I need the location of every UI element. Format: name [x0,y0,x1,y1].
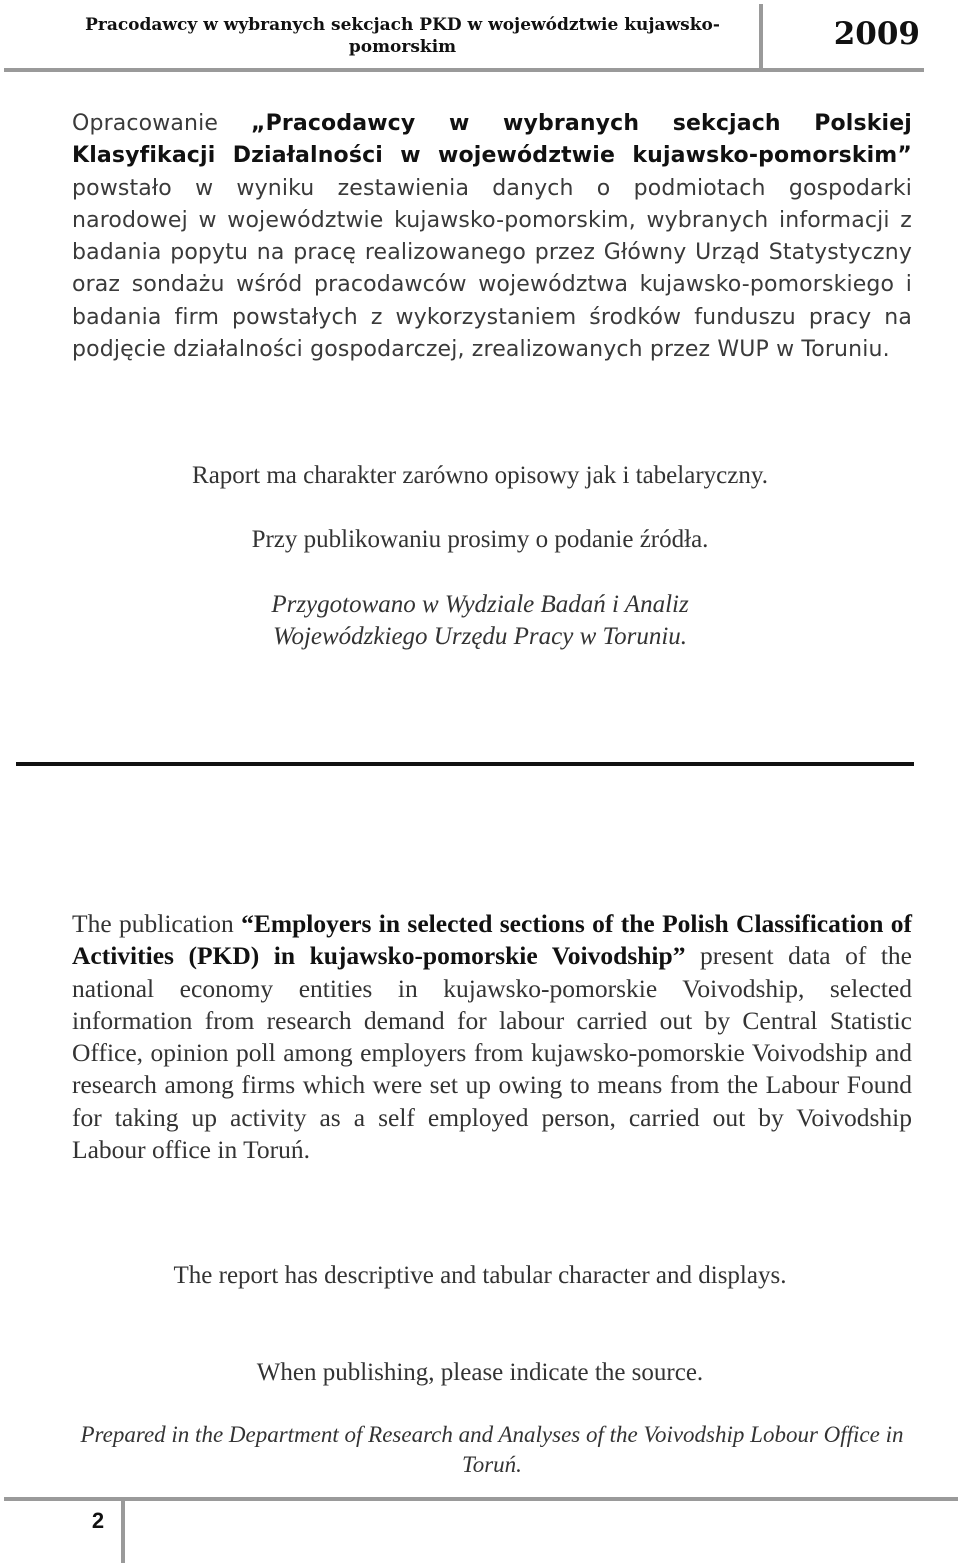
english-source-note: When publishing, please indicate the source. [256,1359,704,1386]
header-vertical-rule [759,4,763,68]
polish-prepared-line-2: Wojewódzkiego Urzędu Pracy w Toruniu. [272,623,688,650]
english-report-note: The report has descriptive and tabular character and displays. [173,1262,787,1289]
section-divider [16,762,914,766]
polish-intro-lead: Opracowanie [72,111,251,136]
polish-intro-paragraph [72,108,912,366]
polish-source-note: Przy publikowaniu prosimy o podanie źródła. [251,526,709,553]
footer-horizontal-rule [4,1497,958,1501]
polish-intro-body: powstało w wyniku zestawienia danych o podmiotach gospodarki narodowej w województwie kujawsko-pomorskim, wybranych informacji z badania popytu na pracę realizowanego przez Główny Urząd Statystyczny oraz sondażu wśród pracodawców województwa kujawsko-pomorskiego i badania firm powstałych z wykorzystaniem środków funduszu pracy na podjęcie działalności gospodarczej, zrealizowanych przez WUP w Toruniu. [72,175,912,363]
english-intro-lead: The publication [72,909,242,938]
polish-report-note: Raport ma charakter zarówno opisowy jak i tabelaryczny. [192,462,768,489]
header-horizontal-rule [4,68,924,72]
english-intro-body: present data of the national economy entities in kujawsko-pomorskie Voivodship, selected information from research demand for labour carried out by Central Statistic Office, opinion poll among employers from kujawsko-pomorskie Voivodship and research among firms which were set up owing to means from the Labour Found for taking up activity as a self employed person, carried out by Voivodship Labour office in Toruń. [72,941,912,1165]
running-header-title: Pracodawcy w wybranych sekcjach PKD w województwie kujawsko-pomorskim [85,15,720,57]
page-number: 2 [91,1508,105,1533]
english-intro-paragraph [72,908,912,1166]
polish-publication-title: „Pracodawcy w wybranych sekcjach Polskiej Klasyfikacji Działalności w województwie kujawsko-pomorskim” [72,111,912,169]
english-publication-title: “Employers in selected sections of the Polish Classification of Activities (PKD) in kujawsko-pomorskie Voivodship” [72,909,912,971]
english-prepared-note: Prepared in the Department of Research and Analyses of the Voivodship Lobour Office in Toruń. [80,1422,904,1477]
footer-vertical-rule [121,1499,125,1563]
polish-prepared-line-1: Przygotowano w Wydziale Badań i Analiz [271,591,689,618]
running-header-year: 2009 [833,16,920,52]
